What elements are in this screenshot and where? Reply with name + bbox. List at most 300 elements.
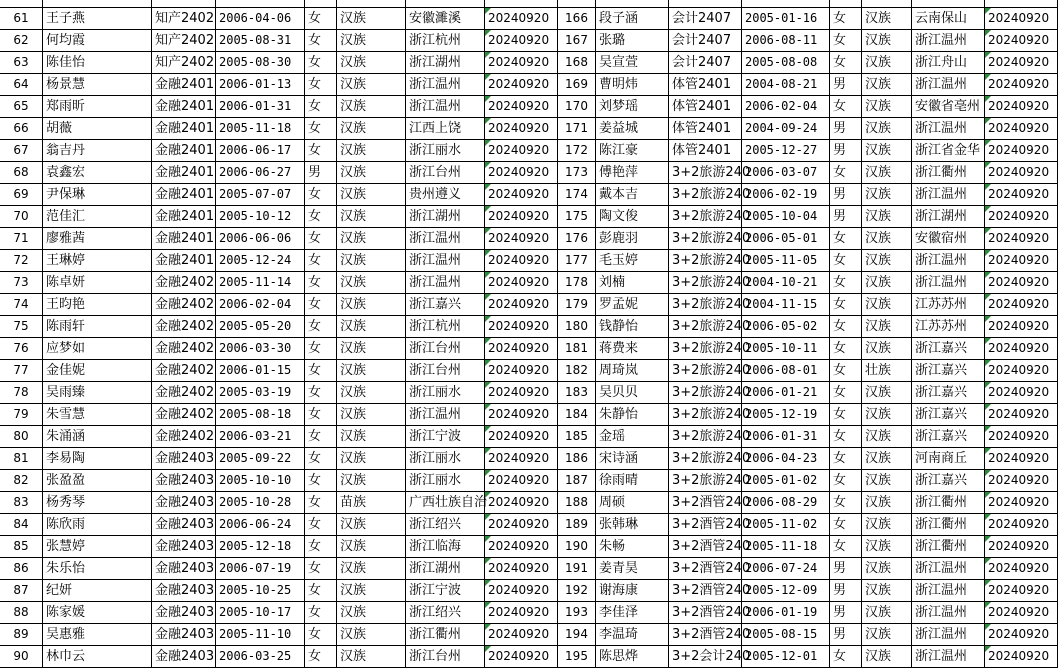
rows_left-row-9-hometown[interactable]: 贵州遵义	[406, 184, 485, 206]
rows_right-row-14-gender[interactable]: 女	[830, 294, 862, 316]
rows_right-row-18-row-number[interactable]: 183	[558, 382, 596, 404]
rows_left-row-25-ethnicity[interactable]: 汉族	[337, 536, 406, 558]
rows_left-row-5-class[interactable]: 金融2401	[152, 96, 216, 118]
rows_left-row-6-row-number[interactable]: 66	[0, 118, 43, 140]
rows_left-row-14-row-number[interactable]: 74	[0, 294, 43, 316]
rows_right-row-19-class[interactable]: 3+2旅游240	[669, 404, 742, 426]
rows_left-row-20-gender[interactable]: 女	[305, 426, 337, 448]
rows_right-row-25-hometown[interactable]: 浙江衢州	[912, 536, 985, 558]
rows_left-row-16-name[interactable]: 应梦如	[43, 338, 152, 360]
rows_right-row-27-date[interactable]: 20240920	[985, 580, 1058, 602]
rows_left-row-22-birth-date[interactable]: 2005-10-10	[216, 470, 305, 492]
rows_right-row-22-class[interactable]: 3+2旅游240	[669, 470, 742, 492]
rows_right-row-15-class[interactable]: 3+2旅游240	[669, 316, 742, 338]
rows_left-row-10-date[interactable]: 20240920	[485, 206, 558, 228]
rows_right-row-6-class[interactable]: 体管2401	[669, 118, 742, 140]
rows_right-row-29-date[interactable]: 20240920	[985, 624, 1058, 646]
rows_right-row-3-date[interactable]: 20240920	[985, 52, 1058, 74]
rows_right-row-12-birth-date[interactable]: 2005-11-05	[742, 250, 830, 272]
rows_left-row-3-birth-date[interactable]: 2005-08-30	[216, 52, 305, 74]
rows_left-row-13-ethnicity[interactable]: 汉族	[337, 272, 406, 294]
rows_left-row-7-row-number[interactable]: 67	[0, 140, 43, 162]
rows_right-row-9-ethnicity[interactable]: 汉族	[862, 184, 912, 206]
rows_left-row-22-ethnicity[interactable]: 汉族	[337, 470, 406, 492]
rows_left-row-24-class[interactable]: 金融2403	[152, 514, 216, 536]
rows_right-row-7-class[interactable]: 体管2401	[669, 140, 742, 162]
rows_left-row-11-date[interactable]: 20240920	[485, 228, 558, 250]
rows_right-row-9-gender[interactable]: 男	[830, 184, 862, 206]
rows_left-row-21-gender[interactable]: 女	[305, 448, 337, 470]
rows_right-row-1-ethnicity[interactable]: 汉族	[862, 8, 912, 30]
rows_left-row-15-row-number[interactable]: 75	[0, 316, 43, 338]
rows_left-row-10-row-number[interactable]: 70	[0, 206, 43, 228]
rows_right-row-4-class[interactable]: 体管2401	[669, 74, 742, 96]
rows_right-row-24-name[interactable]: 张韩琳	[596, 514, 669, 536]
rows_left-row-4-hometown[interactable]: 浙江温州	[406, 74, 485, 96]
rows_right-row-30-gender[interactable]: 女	[830, 646, 862, 668]
rows_left-partial-birth-date[interactable]	[216, 0, 305, 8]
rows_left-row-21-name[interactable]: 李易陶	[43, 448, 152, 470]
rows_right-row-3-gender[interactable]: 女	[830, 52, 862, 74]
rows_left-row-6-hometown[interactable]: 江西上饶	[406, 118, 485, 140]
rows_left-row-1-name[interactable]: 王子燕	[43, 8, 152, 30]
rows_right-row-7-hometown[interactable]: 浙江省金华	[912, 140, 985, 162]
rows_left-row-18-date[interactable]: 20240920	[485, 382, 558, 404]
rows_right-row-17-hometown[interactable]: 浙江嘉兴	[912, 360, 985, 382]
rows_left-row-4-row-number[interactable]: 64	[0, 74, 43, 96]
rows_left-row-13-birth-date[interactable]: 2005-11-14	[216, 272, 305, 294]
rows_left-row-21-birth-date[interactable]: 2005-09-22	[216, 448, 305, 470]
rows_left-row-2-class[interactable]: 知产2402	[152, 30, 216, 52]
rows_right-row-14-ethnicity[interactable]: 汉族	[862, 294, 912, 316]
rows_left-row-3-date[interactable]: 20240920	[485, 52, 558, 74]
rows_left-row-17-date[interactable]: 20240920	[485, 360, 558, 382]
rows_left-row-30-gender[interactable]: 女	[305, 646, 337, 668]
rows_left-row-10-name[interactable]: 范佳汇	[43, 206, 152, 228]
rows_right-row-23-row-number[interactable]: 188	[558, 492, 596, 514]
rows_right-row-29-birth-date[interactable]: 2005-08-15	[742, 624, 830, 646]
rows_left-row-14-class[interactable]: 金融2402	[152, 294, 216, 316]
rows_right-row-28-class[interactable]: 3+2酒管240	[669, 602, 742, 624]
rows_left-row-20-class[interactable]: 金融2402	[152, 426, 216, 448]
rows_right-row-30-date[interactable]: 20240920	[985, 646, 1058, 668]
rows_left-row-20-birth-date[interactable]: 2006-03-21	[216, 426, 305, 448]
rows_left-row-12-hometown[interactable]: 浙江温州	[406, 250, 485, 272]
rows_right-row-15-birth-date[interactable]: 2006-05-02	[742, 316, 830, 338]
rows_left-row-11-class[interactable]: 金融2401	[152, 228, 216, 250]
rows_left-partial-ethnicity[interactable]	[337, 0, 406, 8]
rows_left-row-19-name[interactable]: 朱雪慧	[43, 404, 152, 426]
rows_left-row-5-name[interactable]: 郑雨昕	[43, 96, 152, 118]
rows_right-row-19-ethnicity[interactable]: 汉族	[862, 404, 912, 426]
rows_right-partial-row-number[interactable]	[558, 0, 596, 8]
rows_left-row-25-birth-date[interactable]: 2005-12-18	[216, 536, 305, 558]
rows_left-row-19-date[interactable]: 20240920	[485, 404, 558, 426]
rows_left-row-19-hometown[interactable]: 浙江温州	[406, 404, 485, 426]
rows_left-row-22-row-number[interactable]: 82	[0, 470, 43, 492]
rows_right-row-17-date[interactable]: 20240920	[985, 360, 1058, 382]
rows_left-row-22-class[interactable]: 金融2403	[152, 470, 216, 492]
rows_right-row-26-date[interactable]: 20240920	[985, 558, 1058, 580]
rows_left-row-1-ethnicity[interactable]: 汉族	[337, 8, 406, 30]
rows_left-row-12-gender[interactable]: 女	[305, 250, 337, 272]
rows_left-row-3-ethnicity[interactable]: 汉族	[337, 52, 406, 74]
rows_right-row-27-birth-date[interactable]: 2005-12-09	[742, 580, 830, 602]
rows_right-row-23-hometown[interactable]: 浙江衢州	[912, 492, 985, 514]
rows_right-row-13-gender[interactable]: 女	[830, 272, 862, 294]
rows_right-row-21-class[interactable]: 3+2旅游240	[669, 448, 742, 470]
rows_left-row-28-gender[interactable]: 女	[305, 602, 337, 624]
rows_left-row-16-hometown[interactable]: 浙江台州	[406, 338, 485, 360]
rows_right-row-27-name[interactable]: 谢海康	[596, 580, 669, 602]
rows_right-row-10-ethnicity[interactable]: 汉族	[862, 206, 912, 228]
rows_right-row-10-date[interactable]: 20240920	[985, 206, 1058, 228]
rows_right-row-9-row-number[interactable]: 174	[558, 184, 596, 206]
rows_right-row-19-gender[interactable]: 女	[830, 404, 862, 426]
rows_left-row-12-birth-date[interactable]: 2005-12-24	[216, 250, 305, 272]
rows_left-row-21-row-number[interactable]: 81	[0, 448, 43, 470]
rows_right-row-24-date[interactable]: 20240920	[985, 514, 1058, 536]
rows_left-row-17-gender[interactable]: 女	[305, 360, 337, 382]
rows_right-row-7-date[interactable]: 20240920	[985, 140, 1058, 162]
rows_left-row-1-gender[interactable]: 女	[305, 8, 337, 30]
rows_right-row-28-name[interactable]: 李佳泽	[596, 602, 669, 624]
rows_right-row-26-class[interactable]: 3+2酒管240	[669, 558, 742, 580]
rows_left-row-1-row-number[interactable]: 61	[0, 8, 43, 30]
rows_left-partial-class[interactable]	[152, 0, 216, 8]
rows_left-row-17-ethnicity[interactable]: 汉族	[337, 360, 406, 382]
rows_left-row-12-class[interactable]: 金融2401	[152, 250, 216, 272]
rows_right-row-23-class[interactable]: 3+2酒管240	[669, 492, 742, 514]
rows_left-row-27-name[interactable]: 纪妍	[43, 580, 152, 602]
rows_right-row-4-name[interactable]: 曹明炜	[596, 74, 669, 96]
rows_left-row-4-class[interactable]: 金融2401	[152, 74, 216, 96]
rows_right-row-27-class[interactable]: 3+2酒管240	[669, 580, 742, 602]
rows_left-row-16-class[interactable]: 金融2402	[152, 338, 216, 360]
rows_left-row-24-row-number[interactable]: 84	[0, 514, 43, 536]
rows_right-row-15-name[interactable]: 钱静怡	[596, 316, 669, 338]
rows_right-row-19-name[interactable]: 朱静怡	[596, 404, 669, 426]
rows_right-row-29-hometown[interactable]: 浙江温州	[912, 624, 985, 646]
rows_left-row-15-date[interactable]: 20240920	[485, 316, 558, 338]
rows_left-row-16-row-number[interactable]: 76	[0, 338, 43, 360]
rows_right-row-7-gender[interactable]: 男	[830, 140, 862, 162]
rows_right-row-27-gender[interactable]: 男	[830, 580, 862, 602]
rows_left-row-23-class[interactable]: 金融2403	[152, 492, 216, 514]
rows_right-row-8-row-number[interactable]: 173	[558, 162, 596, 184]
rows_left-row-6-name[interactable]: 胡薇	[43, 118, 152, 140]
rows_left-row-25-class[interactable]: 金融2403	[152, 536, 216, 558]
rows_left-row-19-birth-date[interactable]: 2005-08-18	[216, 404, 305, 426]
rows_left-row-20-row-number[interactable]: 80	[0, 426, 43, 448]
rows_left-row-30-ethnicity[interactable]: 汉族	[337, 646, 406, 668]
rows_left-row-2-gender[interactable]: 女	[305, 30, 337, 52]
rows_left-row-13-class[interactable]: 金融2402	[152, 272, 216, 294]
rows_right-row-24-hometown[interactable]: 浙江衢州	[912, 514, 985, 536]
rows_right-row-15-date[interactable]: 20240920	[985, 316, 1058, 338]
rows_left-row-2-ethnicity[interactable]: 汉族	[337, 30, 406, 52]
rows_right-row-14-date[interactable]: 20240920	[985, 294, 1058, 316]
rows_left-row-15-hometown[interactable]: 浙江杭州	[406, 316, 485, 338]
rows_right-row-3-name[interactable]: 吴宣萱	[596, 52, 669, 74]
rows_right-row-7-birth-date[interactable]: 2005-12-27	[742, 140, 830, 162]
rows_right-row-15-ethnicity[interactable]: 汉族	[862, 316, 912, 338]
rows_left-row-8-class[interactable]: 金融2401	[152, 162, 216, 184]
rows_left-row-13-row-number[interactable]: 73	[0, 272, 43, 294]
rows_left-row-25-row-number[interactable]: 85	[0, 536, 43, 558]
rows_left-row-12-row-number[interactable]: 72	[0, 250, 43, 272]
rows_right-partial-gender[interactable]	[830, 0, 862, 8]
rows_right-row-18-hometown[interactable]: 浙江嘉兴	[912, 382, 985, 404]
rows_right-row-29-name[interactable]: 李温琦	[596, 624, 669, 646]
rows_left-row-18-name[interactable]: 吴雨臻	[43, 382, 152, 404]
rows_right-row-4-row-number[interactable]: 169	[558, 74, 596, 96]
rows_right-row-12-class[interactable]: 3+2旅游240	[669, 250, 742, 272]
rows_left-row-5-birth-date[interactable]: 2006-01-31	[216, 96, 305, 118]
rows_left-row-10-birth-date[interactable]: 2005-10-12	[216, 206, 305, 228]
rows_right-row-15-hometown[interactable]: 江苏苏州	[912, 316, 985, 338]
rows_right-row-24-ethnicity[interactable]: 汉族	[862, 514, 912, 536]
rows_left-row-17-row-number[interactable]: 77	[0, 360, 43, 382]
rows_right-row-1-class[interactable]: 会计2407	[669, 8, 742, 30]
rows_right-row-19-birth-date[interactable]: 2005-12-19	[742, 404, 830, 426]
rows_left-row-26-row-number[interactable]: 86	[0, 558, 43, 580]
rows_right-row-3-birth-date[interactable]: 2005-08-08	[742, 52, 830, 74]
rows_left-row-2-hometown[interactable]: 浙江杭州	[406, 30, 485, 52]
rows_right-row-9-name[interactable]: 戴本吉	[596, 184, 669, 206]
rows_right-row-26-birth-date[interactable]: 2006-07-24	[742, 558, 830, 580]
rows_right-row-3-ethnicity[interactable]: 汉族	[862, 52, 912, 74]
rows_left-row-24-name[interactable]: 陈欣雨	[43, 514, 152, 536]
rows_left-row-6-gender[interactable]: 女	[305, 118, 337, 140]
rows_right-row-17-name[interactable]: 周琦岚	[596, 360, 669, 382]
rows_left-row-30-name[interactable]: 林巾云	[43, 646, 152, 668]
rows_left-row-16-date[interactable]: 20240920	[485, 338, 558, 360]
rows_right-row-21-hometown[interactable]: 河南商丘	[912, 448, 985, 470]
rows_right-row-2-name[interactable]: 张璐	[596, 30, 669, 52]
rows_right-row-14-row-number[interactable]: 179	[558, 294, 596, 316]
rows_left-row-5-row-number[interactable]: 65	[0, 96, 43, 118]
rows_right-row-2-birth-date[interactable]: 2006-08-11	[742, 30, 830, 52]
rows_right-row-1-date[interactable]: 20240920	[985, 8, 1058, 30]
rows_right-row-15-row-number[interactable]: 180	[558, 316, 596, 338]
rows_left-row-27-row-number[interactable]: 87	[0, 580, 43, 602]
rows_right-partial-class[interactable]	[669, 0, 742, 8]
rows_left-row-27-ethnicity[interactable]: 汉族	[337, 580, 406, 602]
rows_left-row-1-date[interactable]: 20240920	[485, 8, 558, 30]
rows_right-row-4-ethnicity[interactable]: 汉族	[862, 74, 912, 96]
rows_right-row-28-row-number[interactable]: 193	[558, 602, 596, 624]
rows_left-row-28-ethnicity[interactable]: 汉族	[337, 602, 406, 624]
rows_right-row-9-birth-date[interactable]: 2006-02-19	[742, 184, 830, 206]
rows_left-row-23-row-number[interactable]: 83	[0, 492, 43, 514]
rows_right-row-2-hometown[interactable]: 浙江温州	[912, 30, 985, 52]
rows_left-row-15-class[interactable]: 金融2402	[152, 316, 216, 338]
rows_left-row-30-class[interactable]: 金融2403	[152, 646, 216, 668]
rows_left-row-14-birth-date[interactable]: 2006-02-04	[216, 294, 305, 316]
rows_left-row-19-class[interactable]: 金融2402	[152, 404, 216, 426]
rows_left-row-13-hometown[interactable]: 浙江温州	[406, 272, 485, 294]
rows_left-row-27-hometown[interactable]: 浙江宁波	[406, 580, 485, 602]
rows_right-row-17-gender[interactable]: 女	[830, 360, 862, 382]
rows_left-row-9-row-number[interactable]: 69	[0, 184, 43, 206]
rows_right-row-17-class[interactable]: 3+2旅游240	[669, 360, 742, 382]
rows_right-partial-hometown[interactable]	[912, 0, 985, 8]
rows_left-row-15-ethnicity[interactable]: 汉族	[337, 316, 406, 338]
rows_right-row-12-ethnicity[interactable]: 汉族	[862, 250, 912, 272]
rows_right-row-13-name[interactable]: 刘楠	[596, 272, 669, 294]
rows_right-row-5-ethnicity[interactable]: 汉族	[862, 96, 912, 118]
rows_left-row-17-class[interactable]: 金融2402	[152, 360, 216, 382]
rows_right-row-23-date[interactable]: 20240920	[985, 492, 1058, 514]
rows_right-row-16-date[interactable]: 20240920	[985, 338, 1058, 360]
rows_right-row-17-row-number[interactable]: 182	[558, 360, 596, 382]
rows_left-row-23-gender[interactable]: 女	[305, 492, 337, 514]
rows_right-row-8-class[interactable]: 3+2旅游240	[669, 162, 742, 184]
rows_left-row-18-hometown[interactable]: 浙江丽水	[406, 382, 485, 404]
rows_left-row-23-birth-date[interactable]: 2005-10-28	[216, 492, 305, 514]
rows_left-row-3-row-number[interactable]: 63	[0, 52, 43, 74]
rows_left-row-8-name[interactable]: 袁鑫宏	[43, 162, 152, 184]
rows_left-row-29-name[interactable]: 吴惠雅	[43, 624, 152, 646]
rows_right-row-20-hometown[interactable]: 浙江嘉兴	[912, 426, 985, 448]
rows_right-row-5-birth-date[interactable]: 2006-02-04	[742, 96, 830, 118]
rows_right-row-30-hometown[interactable]: 浙江温州	[912, 646, 985, 668]
rows_left-row-21-date[interactable]: 20240920	[485, 448, 558, 470]
rows_right-partial-birth-date[interactable]	[742, 0, 830, 8]
rows_right-row-20-birth-date[interactable]: 2006-01-31	[742, 426, 830, 448]
rows_right-row-23-birth-date[interactable]: 2006-08-29	[742, 492, 830, 514]
rows_left-row-29-birth-date[interactable]: 2005-11-10	[216, 624, 305, 646]
rows_left-partial-row-number[interactable]	[0, 0, 43, 8]
rows_right-row-8-hometown[interactable]: 浙江衢州	[912, 162, 985, 184]
rows_right-row-13-ethnicity[interactable]: 汉族	[862, 272, 912, 294]
rows_left-row-23-name[interactable]: 杨秀琴	[43, 492, 152, 514]
rows_left-row-25-gender[interactable]: 女	[305, 536, 337, 558]
rows_right-row-20-class[interactable]: 3+2旅游240	[669, 426, 742, 448]
rows_left-row-3-name[interactable]: 陈佳怡	[43, 52, 152, 74]
rows_right-row-13-row-number[interactable]: 178	[558, 272, 596, 294]
rows_right-row-14-hometown[interactable]: 江苏苏州	[912, 294, 985, 316]
rows_right-row-16-birth-date[interactable]: 2005-10-11	[742, 338, 830, 360]
rows_left-row-14-hometown[interactable]: 浙江嘉兴	[406, 294, 485, 316]
rows_left-partial-hometown[interactable]	[406, 0, 485, 8]
rows_right-row-8-ethnicity[interactable]: 汉族	[862, 162, 912, 184]
rows_right-row-19-hometown[interactable]: 浙江嘉兴	[912, 404, 985, 426]
rows_left-row-26-class[interactable]: 金融2403	[152, 558, 216, 580]
rows_right-row-26-gender[interactable]: 男	[830, 558, 862, 580]
rows_right-row-7-ethnicity[interactable]: 汉族	[862, 140, 912, 162]
rows_left-row-26-birth-date[interactable]: 2006-07-19	[216, 558, 305, 580]
rows_left-row-13-gender[interactable]: 女	[305, 272, 337, 294]
rows_left-row-11-gender[interactable]: 女	[305, 228, 337, 250]
rows_left-row-7-class[interactable]: 金融2401	[152, 140, 216, 162]
rows_right-row-28-birth-date[interactable]: 2006-01-19	[742, 602, 830, 624]
rows_right-row-10-hometown[interactable]: 浙江湖州	[912, 206, 985, 228]
rows_left-row-8-ethnicity[interactable]: 汉族	[337, 162, 406, 184]
rows_right-row-30-name[interactable]: 陈思烨	[596, 646, 669, 668]
rows_left-row-29-gender[interactable]: 女	[305, 624, 337, 646]
rows_left-row-12-ethnicity[interactable]: 汉族	[337, 250, 406, 272]
rows_left-row-30-date[interactable]: 20240920	[485, 646, 558, 668]
rows_right-row-4-hometown[interactable]: 浙江温州	[912, 74, 985, 96]
rows_right-row-6-birth-date[interactable]: 2004-09-24	[742, 118, 830, 140]
rows_left-row-26-name[interactable]: 朱乐怡	[43, 558, 152, 580]
rows_right-row-25-date[interactable]: 20240920	[985, 536, 1058, 558]
rows_left-row-5-date[interactable]: 20240920	[485, 96, 558, 118]
rows_right-row-12-name[interactable]: 毛玉婷	[596, 250, 669, 272]
rows_left-row-8-gender[interactable]: 男	[305, 162, 337, 184]
rows_right-row-18-class[interactable]: 3+2旅游240	[669, 382, 742, 404]
rows_right-row-1-hometown[interactable]: 云南保山	[912, 8, 985, 30]
rows_right-row-13-birth-date[interactable]: 2004-10-21	[742, 272, 830, 294]
rows_left-row-14-name[interactable]: 王昀艳	[43, 294, 152, 316]
rows_right-row-24-birth-date[interactable]: 2005-11-02	[742, 514, 830, 536]
rows_left-row-22-hometown[interactable]: 浙江丽水	[406, 470, 485, 492]
rows_left-row-25-date[interactable]: 20240920	[485, 536, 558, 558]
rows_left-row-21-hometown[interactable]: 浙江丽水	[406, 448, 485, 470]
rows_right-row-5-name[interactable]: 刘梦瑶	[596, 96, 669, 118]
rows_left-row-5-hometown[interactable]: 浙江温州	[406, 96, 485, 118]
rows_right-row-3-row-number[interactable]: 168	[558, 52, 596, 74]
rows_left-row-30-hometown[interactable]: 浙江台州	[406, 646, 485, 668]
rows_right-row-11-ethnicity[interactable]: 汉族	[862, 228, 912, 250]
rows_left-row-2-birth-date[interactable]: 2005-08-31	[216, 30, 305, 52]
rows_right-row-18-name[interactable]: 吴贝贝	[596, 382, 669, 404]
rows_right-row-10-class[interactable]: 3+2旅游240	[669, 206, 742, 228]
rows_left-row-16-gender[interactable]: 女	[305, 338, 337, 360]
rows_left-row-15-gender[interactable]: 女	[305, 316, 337, 338]
rows_left-row-19-gender[interactable]: 女	[305, 404, 337, 426]
rows_left-row-23-hometown[interactable]: 广西壮族自治	[406, 492, 485, 514]
rows_left-row-4-birth-date[interactable]: 2006-01-13	[216, 74, 305, 96]
rows_left-row-5-gender[interactable]: 女	[305, 96, 337, 118]
rows_left-row-28-class[interactable]: 金融2403	[152, 602, 216, 624]
rows_right-row-21-ethnicity[interactable]: 汉族	[862, 448, 912, 470]
rows_left-row-26-date[interactable]: 20240920	[485, 558, 558, 580]
rows_right-row-11-birth-date[interactable]: 2006-05-01	[742, 228, 830, 250]
rows_right-row-5-class[interactable]: 体管2401	[669, 96, 742, 118]
rows_left-row-9-gender[interactable]: 女	[305, 184, 337, 206]
rows_right-row-17-ethnicity[interactable]: 壮族	[862, 360, 912, 382]
rows_left-row-14-ethnicity[interactable]: 汉族	[337, 294, 406, 316]
rows_right-row-16-name[interactable]: 蒋费来	[596, 338, 669, 360]
rows_left-row-9-birth-date[interactable]: 2005-07-07	[216, 184, 305, 206]
rows_left-row-7-hometown[interactable]: 浙江丽水	[406, 140, 485, 162]
rows_right-row-7-row-number[interactable]: 172	[558, 140, 596, 162]
rows_left-row-17-name[interactable]: 金佳妮	[43, 360, 152, 382]
rows_right-row-2-class[interactable]: 会计2407	[669, 30, 742, 52]
rows_left-row-11-row-number[interactable]: 71	[0, 228, 43, 250]
rows_right-row-16-gender[interactable]: 女	[830, 338, 862, 360]
rows_right-row-28-ethnicity[interactable]: 汉族	[862, 602, 912, 624]
rows_left-row-10-ethnicity[interactable]: 汉族	[337, 206, 406, 228]
rows_right-row-14-name[interactable]: 罗孟妮	[596, 294, 669, 316]
rows_left-row-28-date[interactable]: 20240920	[485, 602, 558, 624]
rows_right-row-20-ethnicity[interactable]: 汉族	[862, 426, 912, 448]
rows_left-row-3-class[interactable]: 知产2402	[152, 52, 216, 74]
rows_left-row-29-hometown[interactable]: 浙江衢州	[406, 624, 485, 646]
rows_left-row-27-date[interactable]: 20240920	[485, 580, 558, 602]
rows_left-row-29-class[interactable]: 金融2403	[152, 624, 216, 646]
rows_right-row-24-gender[interactable]: 女	[830, 514, 862, 536]
rows_right-row-23-name[interactable]: 周硕	[596, 492, 669, 514]
rows_right-row-16-row-number[interactable]: 181	[558, 338, 596, 360]
rows_left-row-8-row-number[interactable]: 68	[0, 162, 43, 184]
rows_left-row-2-name[interactable]: 何均霞	[43, 30, 152, 52]
rows_right-row-5-date[interactable]: 20240920	[985, 96, 1058, 118]
rows_left-row-5-ethnicity[interactable]: 汉族	[337, 96, 406, 118]
